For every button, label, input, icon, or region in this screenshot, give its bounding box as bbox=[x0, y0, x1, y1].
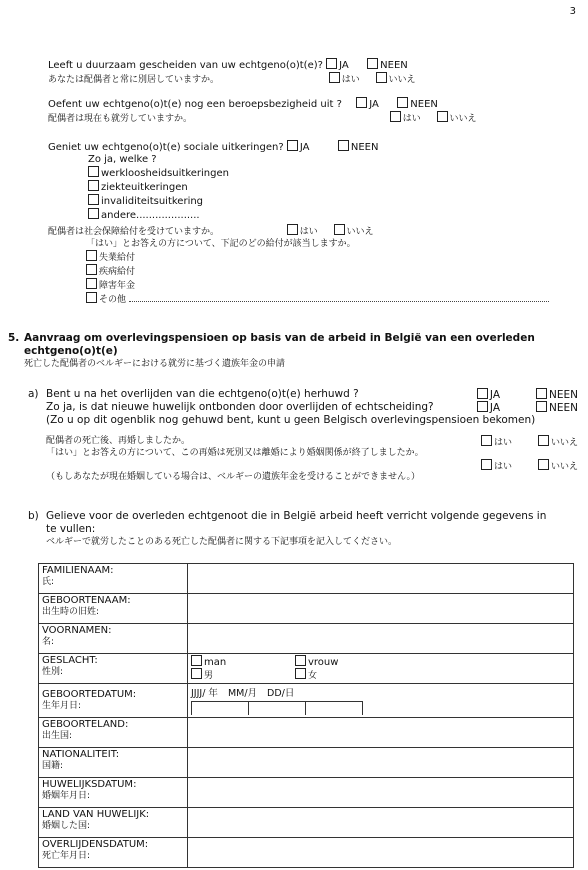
section-title-jp: 死亡した配偶者のベルギーにおける就労に基づく遺族年金の申請 bbox=[24, 359, 286, 369]
familienaam-field[interactable] bbox=[188, 564, 574, 594]
yes-checkbox[interactable] bbox=[329, 72, 340, 83]
question-text-jp: あなたは配偶者と常に別居していますか。 bbox=[48, 75, 220, 85]
neen-checkbox[interactable] bbox=[536, 401, 547, 412]
ja-checkbox[interactable] bbox=[477, 388, 488, 399]
followup-jp: 「はい」とお答えの方について、下記のどの給付が該当しますか。 bbox=[86, 239, 356, 249]
section-title-cont: echtgeno(o)t(e) bbox=[24, 345, 118, 357]
question-a: a) Bent u na het overlijden van die echtgeno(o)t(e) herhuwd ? JA NEEN Zo ja, is dat nieuwe huwelijk ontbonden door overlijden of echtscheiding? JA NEEN (Zo u op dit ogenblik nog gehuwd bent, kunt u geen Belgisch overlevingspensioen bekomen) 配偶者の死亡後、再婚しましたか。 はい いいえ 「はい」とお答えの方について、この再婚は死別又は離婚により婚姻関係が終了しましたか。 はい いいえ （もしあなたが現在婚姻している場合は、ベルギーの遺族年金を受けることができません。） bbox=[28, 388, 578, 482]
neen-checkbox[interactable] bbox=[367, 58, 378, 69]
section-5-heading: 5. Aanvraag om overlevingspensioen op basis van de arbeid in België van een overleden echtgeno(o)t(e) 死亡した配偶者のベルギーにおける就労に基づく遺族年金の申請 bbox=[8, 332, 535, 369]
man-checkbox[interactable] bbox=[191, 655, 202, 666]
question-b: b) Gelieve voor de overleden echtgenoot die in België arbeid heeft verricht volgende gegevens in te vullen: ベルギーで就労したことのある死亡した配偶者に関する下記事項を記入してください。 bbox=[28, 510, 547, 547]
table-row: GEBOORTEDATUM: 生年月日: JJJJ/ 年 MM/月 DD/日 bbox=[39, 684, 574, 718]
yes-checkbox[interactable] bbox=[390, 111, 401, 122]
question-text: Oefent uw echtgeno(o)t(e) nog een beroepsbezigheid uit ? bbox=[48, 99, 342, 110]
yes-checkbox[interactable] bbox=[481, 459, 492, 470]
geboortenaam-field[interactable] bbox=[188, 594, 574, 624]
table-row: HUWELIJKSDATUM: 婚姻年月日: bbox=[39, 778, 574, 808]
yes-checkbox[interactable] bbox=[481, 435, 492, 446]
geboorteland-field[interactable] bbox=[188, 718, 574, 748]
option-checkbox[interactable] bbox=[88, 194, 99, 205]
no-checkbox[interactable] bbox=[538, 435, 549, 446]
question-text: Geniet uw echtgeno(o)t(e) sociale uitkeringen? bbox=[48, 142, 284, 153]
land-van-huwelijk-field[interactable] bbox=[188, 808, 574, 838]
neen-checkbox[interactable] bbox=[397, 97, 408, 108]
table-row: LAND VAN HUWELIJK: 婚姻した国: bbox=[39, 808, 574, 838]
benefit-options-jp: 失業給付 疾病給付 障害年金 その他 bbox=[48, 250, 549, 306]
question-text: Leeft u duurzaam gescheiden van uw echtgeno(o)t(e)? bbox=[48, 60, 323, 71]
table-row: NATIONALITEIT: 国籍: bbox=[39, 748, 574, 778]
overlijdensdatum-field[interactable] bbox=[188, 838, 574, 868]
option-checkbox[interactable] bbox=[86, 264, 97, 275]
option-checkbox[interactable] bbox=[88, 166, 99, 177]
date-boxes bbox=[191, 701, 570, 715]
no-checkbox[interactable] bbox=[437, 111, 448, 122]
question-benefits: Geniet uw echtgeno(o)t(e) sociale uitkeringen? JA NEEN Zo ja, welke ? werkloosheidsuitkeringen ziekteuitkeringen invaliditeitsuitkering andere.................... 配偶者は社会保障給付を受けていますか。 はい いいえ 「はい」とお答えの方について、下記のどの給付が該当しますか。 失業給付 疾病給付 障害年金 その他 bbox=[48, 140, 549, 306]
ja-checkbox[interactable] bbox=[326, 58, 337, 69]
ja-checkbox[interactable] bbox=[477, 401, 488, 412]
vrouw-checkbox[interactable] bbox=[295, 655, 306, 666]
neen-checkbox[interactable] bbox=[536, 388, 547, 399]
question-text-jp: 配偶者は社会保障給付を受けていますか。 bbox=[48, 227, 220, 237]
question-text-jp: 配偶者は現在も就労していますか。 bbox=[48, 114, 193, 124]
geslacht-field: man vrouw 男 女 bbox=[188, 654, 574, 684]
table-row: VOORNAMEN: 名: bbox=[39, 624, 574, 654]
ja-checkbox[interactable] bbox=[356, 97, 367, 108]
option-checkbox[interactable] bbox=[88, 180, 99, 191]
voornamen-field[interactable] bbox=[188, 624, 574, 654]
option-checkbox[interactable] bbox=[86, 278, 97, 289]
question-work: Oefent uw echtgeno(o)t(e) nog een beroepsbezigheid uit ? JA NEEN 配偶者は現在も就労していますか。 はい いいえ bbox=[48, 99, 477, 124]
ja-checkbox[interactable] bbox=[287, 140, 298, 151]
table-row: GEBOORTELAND: 出生国: bbox=[39, 718, 574, 748]
benefit-options-nl: Zo ja, welke ? werkloosheidsuitkeringen ziekteuitkeringen invaliditeitsuitkering andere.................... bbox=[48, 154, 549, 222]
fill-line[interactable] bbox=[129, 293, 549, 302]
table-row: OVERLIJDENSDATUM: 死亡年月日: bbox=[39, 838, 574, 868]
neen-checkbox[interactable] bbox=[338, 140, 349, 151]
female-checkbox[interactable] bbox=[295, 668, 306, 679]
question-separated: Leeft u duurzaam gescheiden van uw echtgeno(o)t(e)? JA NEEN あなたは配偶者と常に別居していますか。 はい いいえ bbox=[48, 60, 416, 85]
no-checkbox[interactable] bbox=[334, 224, 345, 235]
male-checkbox[interactable] bbox=[191, 668, 202, 679]
no-checkbox[interactable] bbox=[538, 459, 549, 470]
option-checkbox[interactable] bbox=[86, 250, 97, 261]
table-row: GEBOORTENAAM: 出生時の旧姓: bbox=[39, 594, 574, 624]
table-row: GESLACHT: 性別: man vrouw 男 女 bbox=[39, 654, 574, 684]
geboortedatum-field[interactable]: JJJJ/ 年 MM/月 DD/日 bbox=[188, 684, 574, 718]
huwelijksdatum-field[interactable] bbox=[188, 778, 574, 808]
section-title: Aanvraag om overlevingspensioen op basis van de arbeid in België van een overleden bbox=[24, 332, 535, 344]
page-number: 3 bbox=[569, 6, 576, 17]
table-row: FAMILIENAAM: 氏: bbox=[39, 564, 574, 594]
zo-ja-label: Zo ja, welke ? bbox=[88, 154, 157, 165]
nationaliteit-field[interactable] bbox=[188, 748, 574, 778]
no-checkbox[interactable] bbox=[376, 72, 387, 83]
deceased-spouse-table bbox=[38, 563, 574, 868]
option-checkbox[interactable] bbox=[86, 292, 97, 303]
option-checkbox[interactable] bbox=[88, 208, 99, 219]
yes-checkbox[interactable] bbox=[287, 224, 298, 235]
